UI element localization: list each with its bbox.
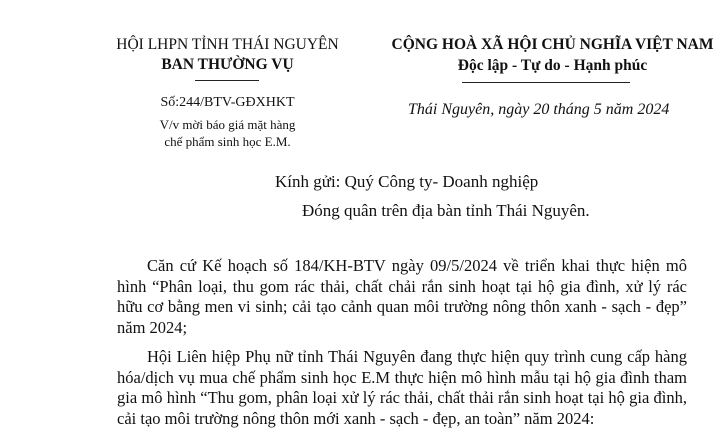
body-paragraph-2: Hội Liên hiệp Phụ nữ tỉnh Thái Nguyên đang thực hiện quy trình cung cấp hàng hóa/dịch vụ mua chế phẩm sinh học E.M thực hiện mô hình mẫu tại hộ gia đình tham gia mô hình “Thu gom, phân loại xử lý rác thải, chất thải rắn sinh hoạt tại hộ gia đình, cải tạo môi trường nông thôn mới xanh - sạch - đẹp, an toàn” năm 2024:	[117, 347, 687, 428]
recipient-line2: Đóng quân trên địa bàn tỉnh Thái Nguyên.	[302, 201, 590, 220]
national-motto: Độc lập - Tự do - Hạnh phúc	[457, 57, 648, 74]
document-subject-line1: V/v mời báo giá mặt hàng	[159, 117, 296, 132]
organization-department: BAN THƯỜNG VỤ	[161, 56, 294, 73]
body-paragraph-1: Căn cứ Kế hoạch số 184/KH-BTV ngày 09/5/2024 về triển khai thực hiện mô hình “Phân loại, thu gom rác thải, chất chải rắn sinh hoạt tại hộ gia đình, xử lý rác hữu cơ bằng men vi sinh; cải tạo cảnh quan môi trường nông thôn xanh - sạch - đẹp” năm 2024;	[117, 256, 687, 337]
organization-name: HỘI LHPN TỈNH THÁI NGUYÊN	[116, 36, 339, 53]
national-title: CỘNG HOÀ XÃ HỘI CHỦ NGHĨA VIỆT NAM	[391, 36, 714, 53]
place-and-date: Thái Nguyên, ngày 20 tháng 5 năm 2024	[408, 101, 670, 118]
national-motto-underline	[462, 82, 630, 83]
document-subject-line2: chế phẩm sinh học E.M.	[164, 134, 291, 149]
recipient-line1: Kính gửi: Quý Công ty- Doanh nghiệp	[275, 172, 539, 191]
organization-underline	[195, 80, 259, 81]
document-number: Số:244/BTV-GĐXHKT	[160, 95, 295, 110]
